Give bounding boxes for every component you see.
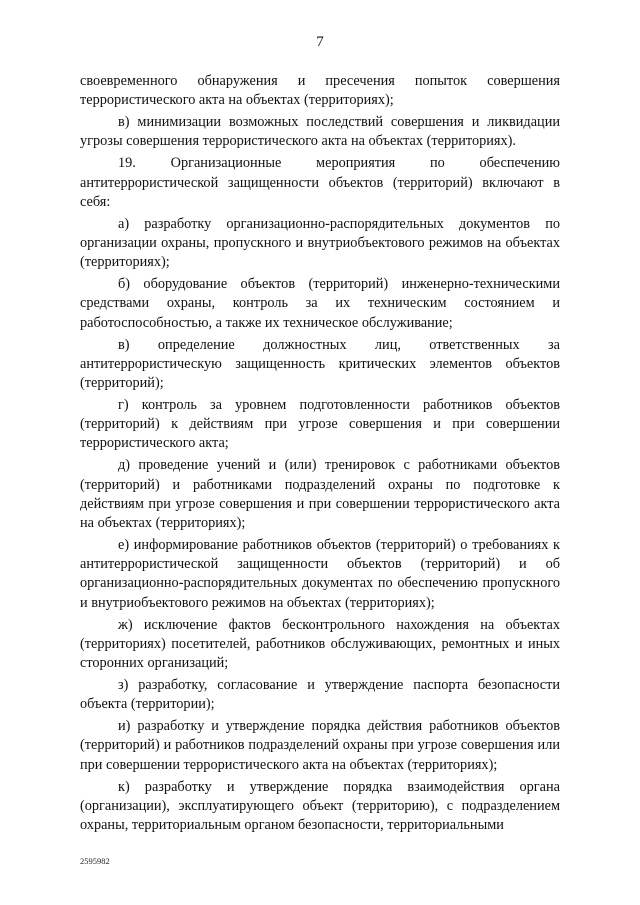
- page-number: 7: [316, 34, 324, 50]
- paragraph-item-d: д) проведение учений и (или) тренировок с работниками объектов (территорий) и работниками подразделений охраны по подготовке к действиям при угрозе совершения и при совершении террористического акта на объектах (территориях);: [80, 457, 560, 532]
- paragraph-item-e: е) информирование работников объектов (территорий) о требованиях к антитеррористической защищенности объектов (территорий) и об организационно-распорядительных документах по обеспечению пропускного и внутриобъектового режимов на объектах (территориях);: [80, 537, 560, 611]
- paragraph-continuation: своевременного обнаружения и пресечения попыток совершения террористического акта на объектах (территориях);: [80, 73, 560, 109]
- paragraph-item-z: з) разработку, согласование и утверждение паспорта безопасности объекта (территории);: [80, 677, 560, 713]
- paragraph-section-19: 19. Организационные мероприятия по обеспечению антитеррористической защищенности объектов (территорий) включают в себя:: [80, 155, 560, 210]
- paragraph-item-zh: ж) исключение фактов бесконтрольного нахождения на объектах (территориях) посетителей, работников обслуживающих, ремонтных и иных сторонних организаций;: [80, 616, 560, 672]
- paragraph-item-i: и) разработку и утверждение порядка действия работников объектов (территорий) и работников подразделений охраны при угрозе совершения или при совершении террористического акта на объектах (территориях);: [80, 718, 560, 773]
- paragraph-item-v: в) минимизации возможных последствий совершения и ликвидации угрозы совершения террористического акта на объектах (территориях).: [80, 114, 560, 150]
- paragraph-item-v2: в) определение должностных лиц, ответственных за антитеррористическую защищенность критических элементов объектов (территорий);: [80, 336, 560, 392]
- paragraph-item-k: к) разработку и утверждение порядка взаимодействия органа (организации), эксплуатирующего объект (территорию), с подразделением охраны, территориальным органом безопасности, территориальными: [80, 778, 560, 834]
- document-body: [80, 72, 560, 838]
- paragraph-item-b: б) оборудование объектов (территорий) инженерно-техническими средствами охраны, контроль за их техническим состоянием и работоспособностью, а также их техническое обслуживание;: [80, 276, 560, 331]
- paragraph-item-a: а) разработку организационно-распорядительных документов по организации охраны, пропускного и внутриобъектового режимов на объектах (территориях);: [80, 215, 560, 271]
- paragraph-item-g: г) контроль за уровнем подготовленности работников объектов (территорий) к действиям при угрозе совершения и при совершении террористического акта;: [80, 397, 560, 452]
- document-id: 2595982: [80, 856, 110, 866]
